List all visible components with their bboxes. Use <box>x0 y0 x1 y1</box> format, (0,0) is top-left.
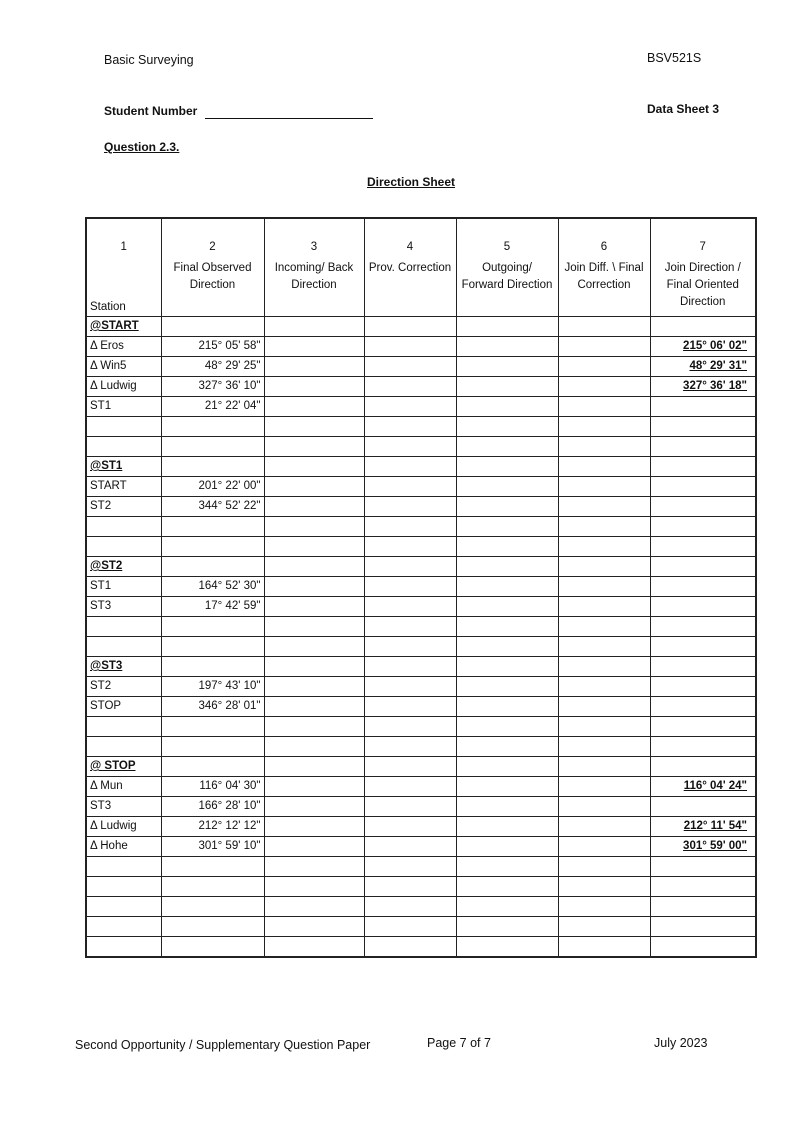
empty-cell <box>456 517 558 537</box>
empty-cell <box>364 437 456 457</box>
final-direction-cell: 48° 29' 31" <box>650 357 756 377</box>
empty-cell <box>264 337 364 357</box>
empty-cell <box>558 677 650 697</box>
observed-direction-cell <box>161 557 264 577</box>
table-row <box>86 817 756 837</box>
empty-cell <box>456 397 558 417</box>
student-number-line <box>205 104 373 119</box>
table-row <box>86 677 756 697</box>
empty-cell <box>364 817 456 837</box>
empty-cell <box>364 657 456 677</box>
table-row <box>86 557 756 577</box>
empty-cell <box>456 337 558 357</box>
empty-cell <box>558 557 650 577</box>
empty-cell <box>364 357 456 377</box>
observed-direction-cell <box>161 857 264 877</box>
observed-direction-cell <box>161 897 264 917</box>
empty-cell <box>364 397 456 417</box>
empty-cell <box>364 457 456 477</box>
empty-cell <box>558 437 650 457</box>
student-number-label: Student Number <box>104 104 198 118</box>
empty-cell <box>456 757 558 777</box>
final-direction-cell <box>650 477 756 497</box>
empty-cell <box>364 637 456 657</box>
observed-direction-cell <box>161 417 264 437</box>
column-header: Join Diff. \ Final Correction <box>558 259 650 317</box>
empty-cell <box>364 937 456 958</box>
empty-cell <box>456 377 558 397</box>
empty-cell <box>364 477 456 497</box>
station-cell: @ST3 <box>86 657 161 677</box>
column-number: 2 <box>161 218 264 259</box>
empty-cell <box>264 537 364 557</box>
empty-cell <box>364 797 456 817</box>
direction-table <box>85 217 757 958</box>
empty-cell <box>456 437 558 457</box>
observed-direction-cell: 197° 43' 10" <box>161 677 264 697</box>
empty-cell <box>456 577 558 597</box>
empty-cell <box>364 857 456 877</box>
station-cell: Δ Mun <box>86 777 161 797</box>
empty-cell <box>558 417 650 437</box>
station-cell: @ST2 <box>86 557 161 577</box>
station-cell: STOP <box>86 697 161 717</box>
station-cell <box>86 637 161 657</box>
final-direction-cell <box>650 497 756 517</box>
station-cell <box>86 737 161 757</box>
table-row <box>86 797 756 817</box>
table-row <box>86 617 756 637</box>
station-cell: ST2 <box>86 497 161 517</box>
empty-cell <box>456 657 558 677</box>
table-row <box>86 357 756 377</box>
empty-cell <box>558 337 650 357</box>
empty-cell <box>558 857 650 877</box>
empty-cell <box>264 377 364 397</box>
table-row <box>86 697 756 717</box>
column-header: Prov. Correction <box>364 259 456 317</box>
empty-cell <box>456 877 558 897</box>
station-cell: @START <box>86 317 161 337</box>
empty-cell <box>264 397 364 417</box>
course-code: BSV521S <box>647 51 702 65</box>
empty-cell <box>364 617 456 637</box>
column-number: 6 <box>558 218 650 259</box>
station-cell: ST1 <box>86 397 161 417</box>
empty-cell <box>364 737 456 757</box>
empty-cell <box>558 817 650 837</box>
table-row <box>86 737 756 757</box>
station-cell <box>86 917 161 937</box>
column-number: 5 <box>456 218 558 259</box>
empty-cell <box>264 597 364 617</box>
observed-direction-cell: 201° 22' 00" <box>161 477 264 497</box>
column-header: Incoming/ Back Direction <box>264 259 364 317</box>
station-cell: ST1 <box>86 577 161 597</box>
empty-cell <box>364 917 456 937</box>
observed-direction-cell: 212° 12' 12" <box>161 817 264 837</box>
column-number: 7 <box>650 218 756 259</box>
final-direction-cell: 301° 59' 00" <box>650 837 756 857</box>
footer-date: July 2023 <box>654 1036 708 1050</box>
column-number-row <box>86 218 756 259</box>
station-cell <box>86 877 161 897</box>
final-direction-cell <box>650 737 756 757</box>
empty-cell <box>558 837 650 857</box>
table-row <box>86 457 756 477</box>
empty-cell <box>558 897 650 917</box>
observed-direction-cell: 215° 05' 58" <box>161 337 264 357</box>
final-direction-cell <box>650 797 756 817</box>
observed-direction-cell <box>161 317 264 337</box>
empty-cell <box>456 637 558 657</box>
observed-direction-cell: 48° 29' 25" <box>161 357 264 377</box>
empty-cell <box>364 897 456 917</box>
table-row <box>86 437 756 457</box>
final-direction-cell <box>650 657 756 677</box>
station-cell <box>86 617 161 637</box>
column-header: Join Direction / Final Oriented Direction <box>650 259 756 317</box>
observed-direction-cell: 166° 28' 10" <box>161 797 264 817</box>
empty-cell <box>264 817 364 837</box>
empty-cell <box>264 317 364 337</box>
empty-cell <box>264 497 364 517</box>
empty-cell <box>456 897 558 917</box>
empty-cell <box>558 477 650 497</box>
final-direction-cell <box>650 697 756 717</box>
data-sheet-label: Data Sheet 3 <box>647 102 720 116</box>
empty-cell <box>558 717 650 737</box>
empty-cell <box>558 757 650 777</box>
empty-cell <box>264 897 364 917</box>
empty-cell <box>264 877 364 897</box>
empty-cell <box>264 677 364 697</box>
station-cell: ST3 <box>86 597 161 617</box>
column-number: 3 <box>264 218 364 259</box>
observed-direction-cell <box>161 437 264 457</box>
empty-cell <box>558 657 650 677</box>
empty-cell <box>558 317 650 337</box>
observed-direction-cell: 164° 52' 30" <box>161 577 264 597</box>
empty-cell <box>264 617 364 637</box>
empty-cell <box>558 397 650 417</box>
final-direction-cell <box>650 857 756 877</box>
empty-cell <box>364 757 456 777</box>
table-row <box>86 497 756 517</box>
empty-cell <box>264 637 364 657</box>
table-row <box>86 917 756 937</box>
empty-cell <box>364 557 456 577</box>
station-cell <box>86 937 161 958</box>
empty-cell <box>456 677 558 697</box>
empty-cell <box>264 657 364 677</box>
station-cell <box>86 537 161 557</box>
empty-cell <box>264 557 364 577</box>
final-direction-cell <box>650 537 756 557</box>
empty-cell <box>264 757 364 777</box>
empty-cell <box>264 417 364 437</box>
station-cell <box>86 417 161 437</box>
empty-cell <box>264 437 364 457</box>
empty-cell <box>264 697 364 717</box>
empty-cell <box>558 517 650 537</box>
empty-cell <box>456 457 558 477</box>
final-direction-cell: 212° 11' 54" <box>650 817 756 837</box>
empty-cell <box>456 797 558 817</box>
empty-cell <box>456 317 558 337</box>
table-row <box>86 577 756 597</box>
column-header-row <box>86 259 756 317</box>
table-row <box>86 637 756 657</box>
table-row <box>86 317 756 337</box>
observed-direction-cell <box>161 937 264 958</box>
station-cell: @ STOP <box>86 757 161 777</box>
empty-cell <box>456 537 558 557</box>
table-row <box>86 397 756 417</box>
empty-cell <box>364 877 456 897</box>
observed-direction-cell <box>161 657 264 677</box>
observed-direction-cell <box>161 717 264 737</box>
station-cell: Δ Win5 <box>86 357 161 377</box>
empty-cell <box>558 597 650 617</box>
empty-cell <box>558 617 650 637</box>
empty-cell <box>264 917 364 937</box>
empty-cell <box>456 737 558 757</box>
empty-cell <box>456 477 558 497</box>
empty-cell <box>558 797 650 817</box>
station-cell <box>86 897 161 917</box>
observed-direction-cell <box>161 737 264 757</box>
empty-cell <box>558 777 650 797</box>
empty-cell <box>558 357 650 377</box>
empty-cell <box>456 917 558 937</box>
station-cell <box>86 857 161 877</box>
empty-cell <box>264 457 364 477</box>
observed-direction-cell: 327° 36' 10" <box>161 377 264 397</box>
final-direction-cell <box>650 617 756 637</box>
empty-cell <box>364 717 456 737</box>
observed-direction-cell <box>161 457 264 477</box>
table-row <box>86 417 756 437</box>
empty-cell <box>364 517 456 537</box>
table-row <box>86 517 756 537</box>
final-direction-cell: 327° 36' 18" <box>650 377 756 397</box>
final-direction-cell <box>650 717 756 737</box>
empty-cell <box>264 357 364 377</box>
empty-cell <box>558 457 650 477</box>
table-row <box>86 897 756 917</box>
empty-cell <box>456 617 558 637</box>
empty-cell <box>558 577 650 597</box>
station-cell: ST3 <box>86 797 161 817</box>
empty-cell <box>456 357 558 377</box>
final-direction-cell <box>650 597 756 617</box>
final-direction-cell <box>650 417 756 437</box>
footer-page: Page 7 of 7 <box>427 1036 491 1050</box>
station-cell: Δ Eros <box>86 337 161 357</box>
observed-direction-cell: 116° 04' 30" <box>161 777 264 797</box>
observed-direction-cell: 344° 52' 22" <box>161 497 264 517</box>
sheet-title: Direction Sheet <box>367 175 456 189</box>
empty-cell <box>264 717 364 737</box>
empty-cell <box>364 837 456 857</box>
table-row <box>86 717 756 737</box>
empty-cell <box>264 777 364 797</box>
final-direction-cell <box>650 757 756 777</box>
footer-paper: Second Opportunity / Supplementary Question Paper <box>75 1038 371 1052</box>
table-row <box>86 337 756 357</box>
empty-cell <box>264 857 364 877</box>
empty-cell <box>456 557 558 577</box>
empty-cell <box>364 777 456 797</box>
empty-cell <box>364 317 456 337</box>
empty-cell <box>264 797 364 817</box>
final-direction-cell <box>650 317 756 337</box>
empty-cell <box>558 737 650 757</box>
empty-cell <box>456 937 558 958</box>
question-label: Question 2.3. <box>104 140 180 154</box>
empty-cell <box>456 497 558 517</box>
empty-cell <box>364 577 456 597</box>
table-row <box>86 877 756 897</box>
final-direction-cell <box>650 397 756 417</box>
empty-cell <box>558 937 650 958</box>
final-direction-cell: 116° 04' 24" <box>650 777 756 797</box>
empty-cell <box>364 377 456 397</box>
empty-cell <box>456 717 558 737</box>
final-direction-cell <box>650 897 756 917</box>
column-header: Final Observed Direction <box>161 259 264 317</box>
station-cell <box>86 517 161 537</box>
station-cell: START <box>86 477 161 497</box>
table-row <box>86 657 756 677</box>
empty-cell <box>364 677 456 697</box>
empty-cell <box>264 937 364 958</box>
final-direction-cell <box>650 877 756 897</box>
station-cell: ST2 <box>86 677 161 697</box>
empty-cell <box>264 477 364 497</box>
table-row <box>86 777 756 797</box>
observed-direction-cell <box>161 537 264 557</box>
table-row <box>86 757 756 777</box>
empty-cell <box>364 537 456 557</box>
final-direction-cell <box>650 577 756 597</box>
table-row <box>86 537 756 557</box>
empty-cell <box>558 877 650 897</box>
station-cell <box>86 717 161 737</box>
final-direction-cell <box>650 437 756 457</box>
observed-direction-cell <box>161 877 264 897</box>
empty-cell <box>456 597 558 617</box>
empty-cell <box>456 417 558 437</box>
observed-direction-cell <box>161 917 264 937</box>
empty-cell <box>264 517 364 537</box>
final-direction-cell <box>650 677 756 697</box>
observed-direction-cell: 17° 42' 59" <box>161 597 264 617</box>
final-direction-cell <box>650 557 756 577</box>
final-direction-cell <box>650 937 756 958</box>
final-direction-cell <box>650 637 756 657</box>
empty-cell <box>456 817 558 837</box>
empty-cell <box>264 837 364 857</box>
observed-direction-cell: 301° 59' 10" <box>161 837 264 857</box>
station-cell: Δ Ludwig <box>86 377 161 397</box>
observed-direction-cell <box>161 617 264 637</box>
column-header: Outgoing/ Forward Direction <box>456 259 558 317</box>
table-row <box>86 937 756 958</box>
empty-cell <box>558 637 650 657</box>
final-direction-cell <box>650 917 756 937</box>
final-direction-cell: 215° 06' 02" <box>650 337 756 357</box>
observed-direction-cell <box>161 637 264 657</box>
table-row <box>86 837 756 857</box>
final-direction-cell <box>650 457 756 477</box>
empty-cell <box>456 697 558 717</box>
empty-cell <box>364 497 456 517</box>
station-cell <box>86 437 161 457</box>
course-title: Basic Surveying <box>104 53 194 67</box>
empty-cell <box>456 837 558 857</box>
station-cell: Δ Ludwig <box>86 817 161 837</box>
empty-cell <box>364 337 456 357</box>
column-number: 1 <box>86 218 161 259</box>
empty-cell <box>364 597 456 617</box>
table-row <box>86 597 756 617</box>
empty-cell <box>456 857 558 877</box>
table-row <box>86 857 756 877</box>
table-row <box>86 477 756 497</box>
observed-direction-cell <box>161 757 264 777</box>
empty-cell <box>558 497 650 517</box>
empty-cell <box>558 377 650 397</box>
empty-cell <box>456 777 558 797</box>
final-direction-cell <box>650 517 756 537</box>
station-cell: @ST1 <box>86 457 161 477</box>
empty-cell <box>364 697 456 717</box>
observed-direction-cell: 21° 22' 04" <box>161 397 264 417</box>
column-number: 4 <box>364 218 456 259</box>
observed-direction-cell: 346° 28' 01" <box>161 697 264 717</box>
table-row <box>86 377 756 397</box>
empty-cell <box>264 577 364 597</box>
empty-cell <box>558 537 650 557</box>
empty-cell <box>264 737 364 757</box>
empty-cell <box>364 417 456 437</box>
observed-direction-cell <box>161 517 264 537</box>
column-header: Station <box>86 259 161 317</box>
empty-cell <box>558 917 650 937</box>
empty-cell <box>558 697 650 717</box>
station-cell: Δ Hohe <box>86 837 161 857</box>
